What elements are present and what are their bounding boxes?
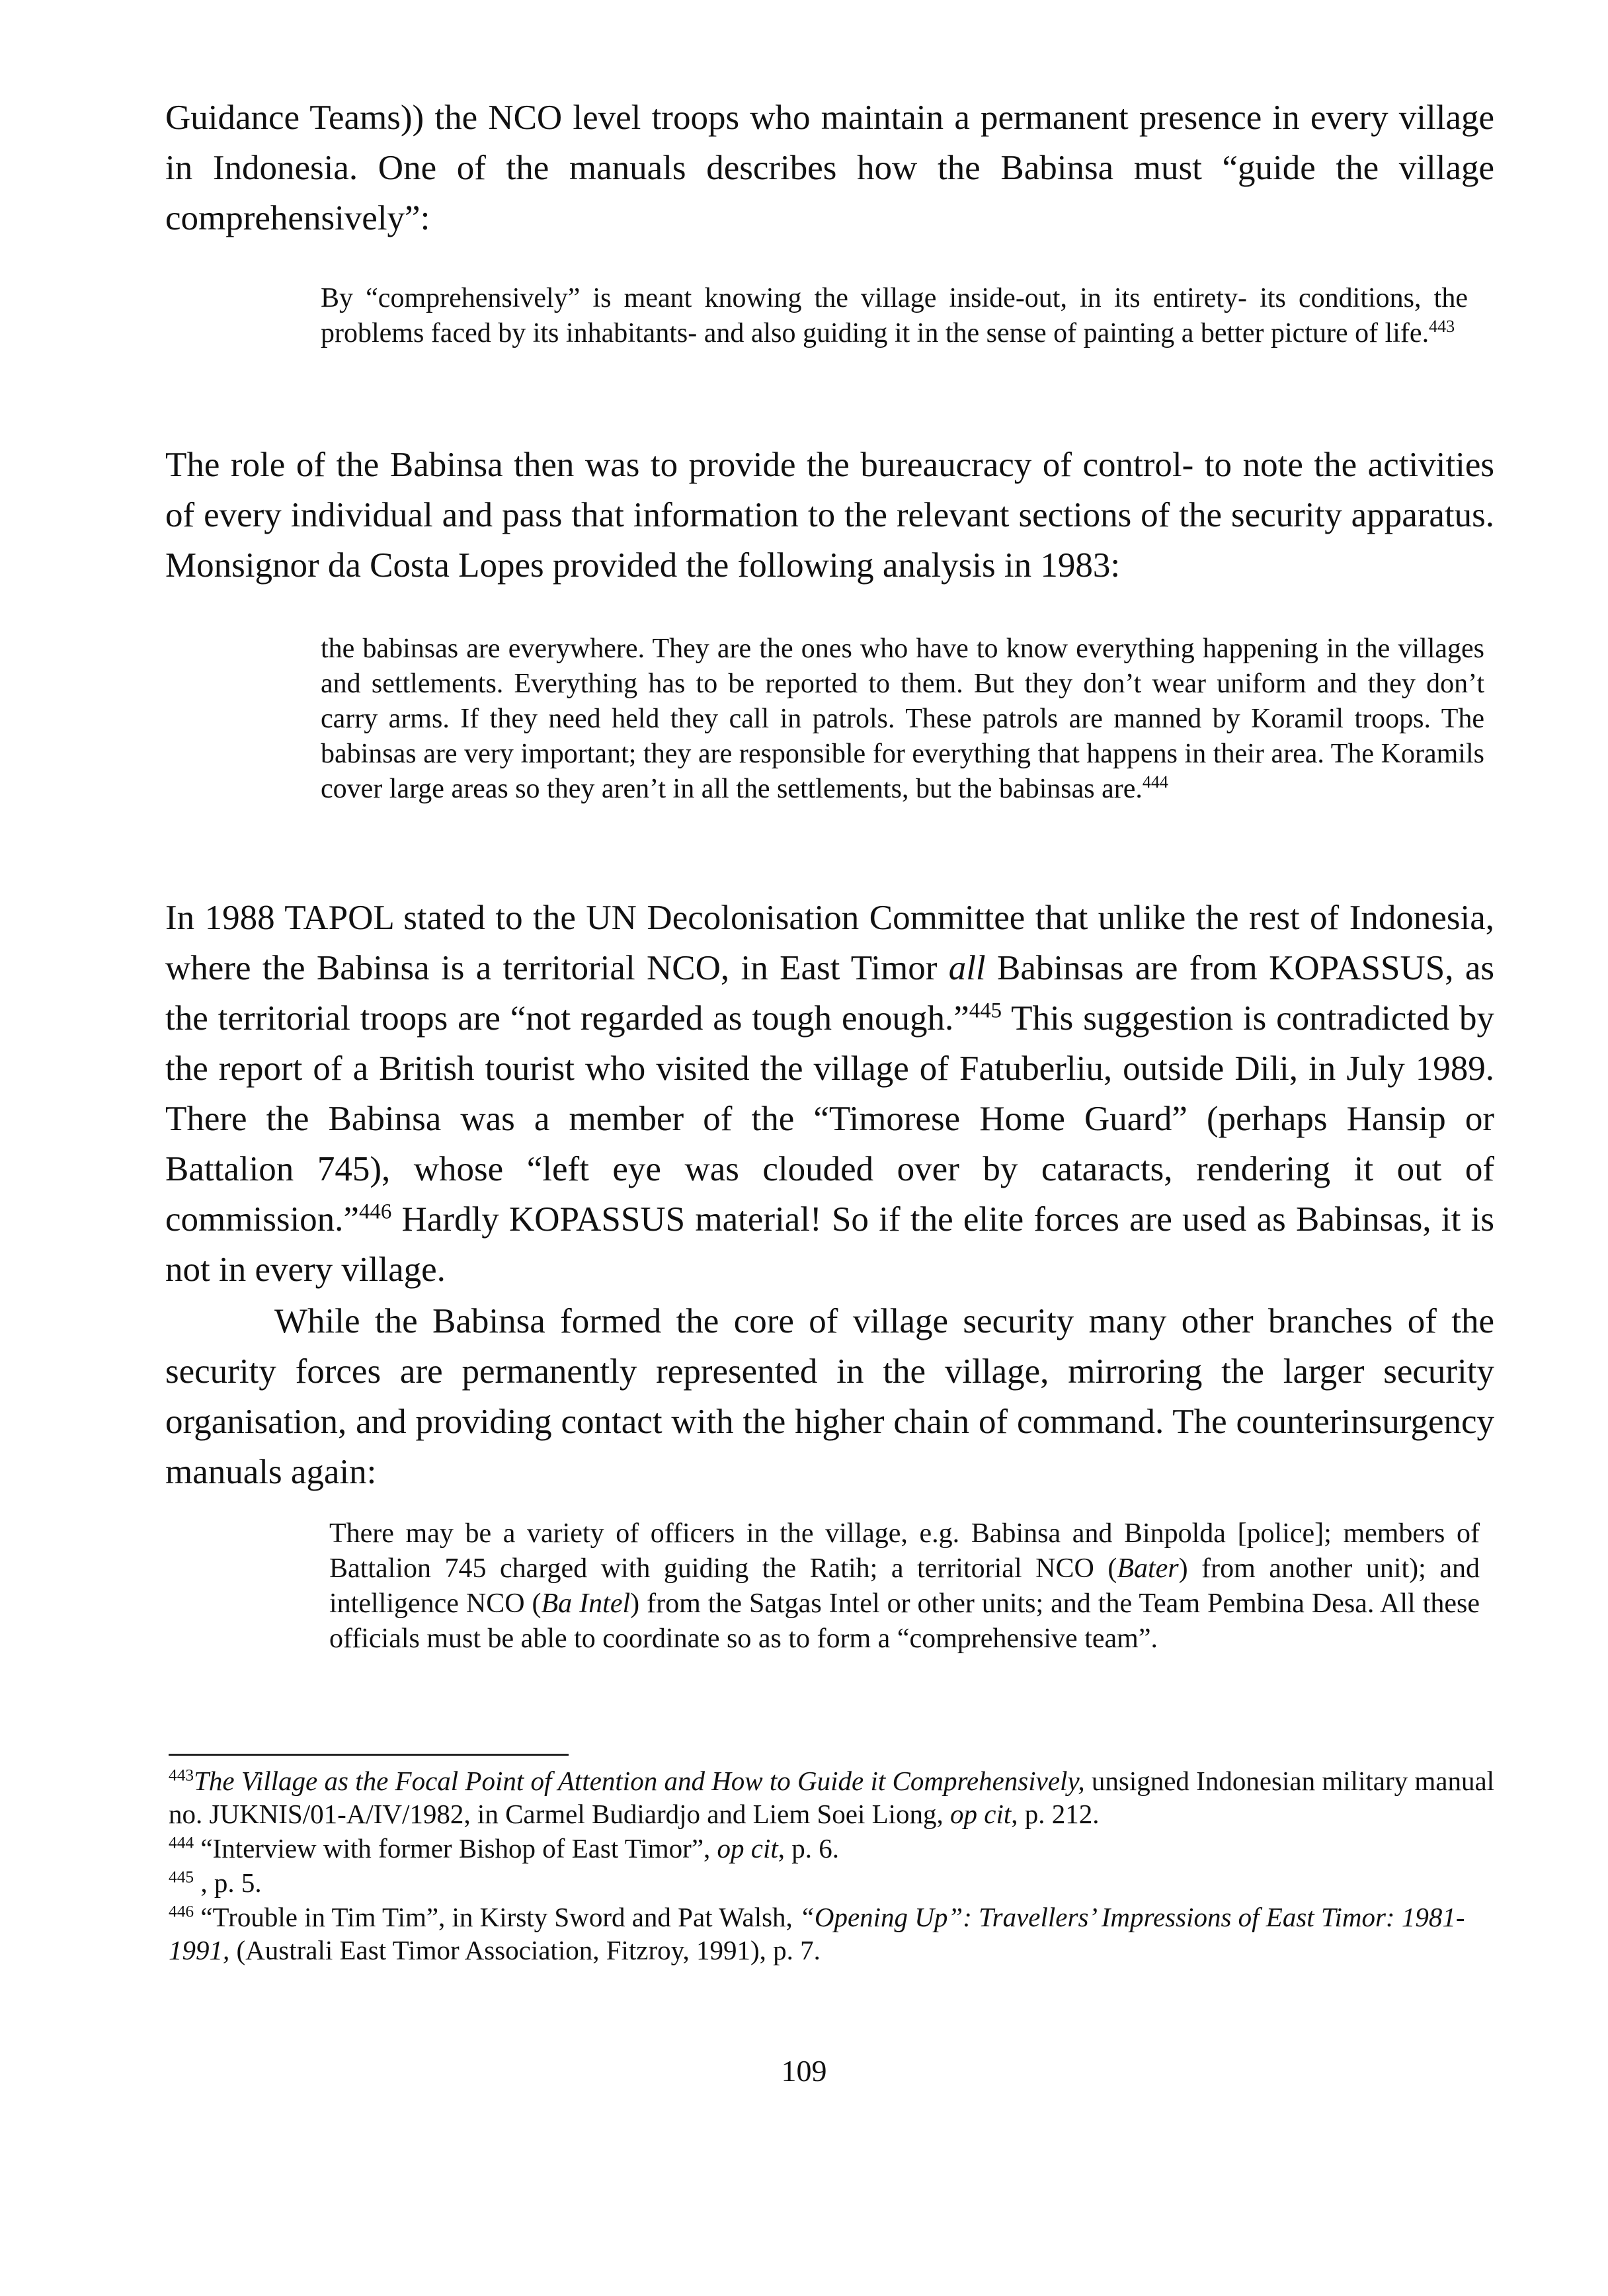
paragraph-3-text-c: This suggestion is contradicted by the report of a British tourist who visited the village of Fatuberliu, outside Dili, in July 1989. There the Babinsa was a member of the “Timorese Home Guard” (perhaps Hansip or Battalion 745), whose “left eye was clouded over by cataracts, rendering it out of commission.” bbox=[165, 999, 1494, 1239]
footnote-end: , p. 6. bbox=[778, 1833, 840, 1864]
footnote-ref-443: 443 bbox=[1429, 317, 1455, 336]
footnote-ref-446: 446 bbox=[358, 1200, 392, 1224]
page-number: 109 bbox=[781, 2054, 827, 2088]
block-quote-2-text: the babinsas are everywhere. They are the ones who have to know everything happening in the villages and settlements. Everything has to be reported to them. But they don’t wear uniform and they don’t carry arms. If they need held they call in patrols. These patrols are manned by Koramil troops. The babinsas are very important; they are responsible for everything that happens in their area. The Koramils cover large areas so they aren’t in all the settlements, but the babinsas are. bbox=[321, 634, 1484, 804]
footnote-446 bbox=[169, 1901, 1504, 1967]
block-quote-3-text-a: There may be a variety of officers in the village, e.g. Babinsa and Binpolda [police]; members of Battalion 745 charged with guiding the Ratih; a territorial NCO ( bbox=[329, 1518, 1480, 1584]
footnote-title: The Village as the Focal Point of Attention and How to Guide it Comprehensively, bbox=[194, 1766, 1085, 1796]
footnote-text: unsigned Indonesian military manual no. JUKNIS/01-A/IV/1982, in Carmel Budiardjo and Liem Soei Liong, bbox=[169, 1766, 1495, 1829]
paragraph-3 bbox=[165, 893, 1494, 1295]
footnote-number: 446 bbox=[169, 1902, 194, 1921]
paragraph-3-text-b: Babinsas are from KOPASSUS, as the territorial troops are “not regarded as tough enough.” bbox=[165, 949, 1494, 1038]
paragraph-2-text: The role of the Babinsa then was to provide the bureaucracy of control- to note the activities of every individual and pass that information to the relevant sections of the security apparatus. Monsignor da Costa Lopes provided the following analysis in 1983: bbox=[165, 446, 1494, 585]
footnote-end: (Australi East Timor Association, Fitzroy, 1991), p. 7. bbox=[229, 1935, 821, 1965]
footnote-end: , p. 212. bbox=[1011, 1799, 1100, 1829]
footnote-number: 443 bbox=[169, 1766, 194, 1785]
block-quote-1 bbox=[321, 281, 1468, 351]
footnote-divider bbox=[169, 1754, 569, 1756]
paragraph-3-text-a: In 1988 TAPOL stated to the UN Decolonisation Committee that unlike the rest of Indonesia, where the Babinsa is a territorial NCO, in East Timor bbox=[165, 899, 1494, 987]
paragraph-3-text-d: Hardly KOPASSUS material! So if the elite forces are used as Babinsas, it is not in every village. bbox=[165, 1200, 1494, 1289]
footnote-number: 445 bbox=[169, 1867, 194, 1887]
block-quote-3-text-c: ) from the Satgas Intel or other units; and the Team Pembina Desa. All these officials must be able to coordinate so as to form a “comprehensive team”. bbox=[329, 1588, 1480, 1654]
paragraph-3-emphasis: all bbox=[948, 949, 986, 987]
block-quote-3 bbox=[329, 1516, 1480, 1657]
block-quote-1-text: By “comprehensively” is meant knowing the village inside-out, in its entirety- its conditions, the problems faced by its inhabitants- and also guiding it in the sense of painting a better picture of life. bbox=[321, 283, 1468, 348]
footnote-opcit: op cit bbox=[950, 1799, 1012, 1829]
paragraph-1-text: Guidance Teams)) the NCO level troops who maintain a permanent presence in every village in Indonesia. One of the manuals describes how the Babinsa must “guide the village comprehensively”: bbox=[165, 99, 1494, 237]
footnote-text: , p. 5. bbox=[194, 1867, 262, 1898]
footnote-ref-445: 445 bbox=[969, 999, 1002, 1023]
block-quote-3-emphasis-2: Ba Intel bbox=[541, 1588, 631, 1619]
footnote-text: “Trouble in Tim Tim”, in Kirsty Sword and Pat Walsh, bbox=[194, 1902, 800, 1932]
footnote-number: 444 bbox=[169, 1833, 194, 1852]
footnote-title: “Opening Up”: Travellers’ Impressions of East Timor: 1981-1991, bbox=[169, 1902, 1465, 1965]
footnote-ref-444: 444 bbox=[1142, 772, 1168, 792]
paragraph-4 bbox=[165, 1296, 1494, 1497]
block-quote-3-text-b: ) from another unit); and intelligence NCO ( bbox=[329, 1553, 1480, 1619]
block-quote-3-emphasis-1: Bater bbox=[1117, 1553, 1179, 1584]
footnote-445 bbox=[169, 1866, 1504, 1899]
footnote-443 bbox=[169, 1764, 1504, 1830]
footnote-444 bbox=[169, 1832, 1504, 1865]
footnote-text: “Interview with former Bishop of East Timor”, bbox=[194, 1833, 717, 1864]
footnotes bbox=[169, 1764, 1504, 1968]
footnote-opcit: op cit bbox=[717, 1833, 778, 1864]
paragraph-4-text: While the Babinsa formed the core of village security many other branches of the security forces are permanently represented in the village, mirroring the larger security organisation, and providing contact with the higher chain of command. The counterinsurgency manuals again: bbox=[165, 1302, 1494, 1491]
paragraph-1 bbox=[165, 93, 1494, 243]
paragraph-2 bbox=[165, 440, 1494, 591]
block-quote-2 bbox=[321, 632, 1484, 807]
